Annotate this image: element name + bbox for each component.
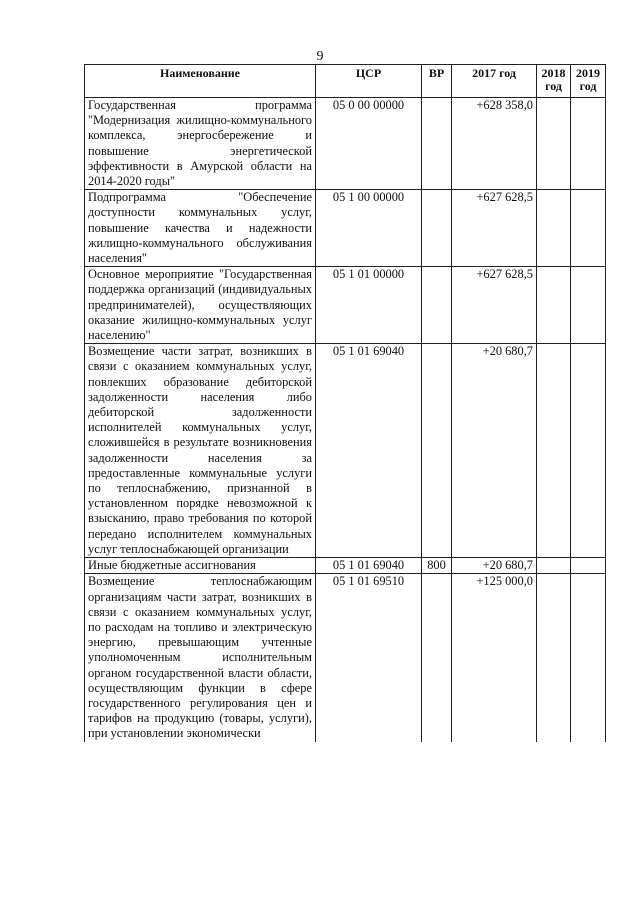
row-vr bbox=[422, 344, 452, 558]
table-header-row bbox=[85, 65, 606, 98]
row-vr bbox=[422, 574, 452, 742]
row-vr bbox=[422, 98, 452, 190]
budget-table bbox=[84, 64, 606, 742]
row-2017: +20 680,7 bbox=[452, 558, 537, 574]
row-name: Государственная программа "Модернизация жилищно-коммунального комплекса, энергосбережение и повышение энергетической эффективности в Амурской области на 2014-2020 годы" bbox=[85, 98, 316, 190]
row-2019 bbox=[571, 558, 606, 574]
row-vr: 800 bbox=[422, 558, 452, 574]
table-row bbox=[85, 558, 606, 574]
row-vr bbox=[422, 267, 452, 344]
row-2019 bbox=[571, 344, 606, 558]
table-row bbox=[85, 574, 606, 742]
row-name: Возмещение теплоснабжающим организациям части затрат, возникших в связи с оказанием коммунальных услуг, по расходам на топливо и электрическую энергию, превышающим учтенные уполномоченным исполнительным органом государственной власти области, осуществляющим функции в сфере государственного регулирования цен и тарифов на продукцию (товары, услуги), при установлении экономически bbox=[85, 574, 316, 742]
header-2018: 2018 год bbox=[537, 65, 571, 98]
row-2017: +125 000,0 bbox=[452, 574, 537, 742]
row-2018 bbox=[537, 98, 571, 190]
row-name: Иные бюджетные ассигнования bbox=[85, 558, 316, 574]
header-2019: 2019 год bbox=[571, 65, 606, 98]
row-2017: +627 628,5 bbox=[452, 190, 537, 267]
table-row bbox=[85, 98, 606, 190]
row-csr: 05 1 00 00000 bbox=[316, 190, 422, 267]
row-2018 bbox=[537, 190, 571, 267]
row-csr: 05 1 01 69040 bbox=[316, 344, 422, 558]
row-2018 bbox=[537, 574, 571, 742]
row-name: Подпрограмма "Обеспечение доступности коммунальных услуг, повышение качества и надежности жилищно-коммунального обслуживания населения" bbox=[85, 190, 316, 267]
row-2017: +20 680,7 bbox=[452, 344, 537, 558]
header-csr: ЦСР bbox=[316, 65, 422, 98]
header-2017: 2017 год bbox=[452, 65, 537, 98]
row-csr: 05 0 00 00000 bbox=[316, 98, 422, 190]
row-2019 bbox=[571, 574, 606, 742]
table-row bbox=[85, 190, 606, 267]
row-2017: +628 358,0 bbox=[452, 98, 537, 190]
row-2018 bbox=[537, 267, 571, 344]
row-2019 bbox=[571, 98, 606, 190]
row-name: Основное мероприятие "Государственная поддержка организаций (индивидуальных предпринимателей), осуществляющих оказание жилищно-коммунальных услуг населению" bbox=[85, 267, 316, 344]
row-vr bbox=[422, 190, 452, 267]
header-vr: ВР bbox=[422, 65, 452, 98]
page-number: 9 bbox=[316, 49, 324, 64]
row-csr: 05 1 01 69040 bbox=[316, 558, 422, 574]
row-csr: 05 1 01 69510 bbox=[316, 574, 422, 742]
row-name: Возмещение части затрат, возникших в связи с оказанием коммунальных услуг, повлекших образование дебиторской задолженности населения либо дебиторской задолженности исполнителей коммунальных услуг, сложившейся в результате возникновения задолженности населения за предоставленные коммунальные услуги по теплоснабжению, признанной в установленном порядке невозможной к взысканию, право требования по которой передано исполнителем коммунальных услуг теплоснабжающей организации bbox=[85, 344, 316, 558]
table-row bbox=[85, 267, 606, 344]
row-2018 bbox=[537, 558, 571, 574]
row-2019 bbox=[571, 190, 606, 267]
row-csr: 05 1 01 00000 bbox=[316, 267, 422, 344]
header-name: Наименование bbox=[85, 65, 316, 98]
row-2018 bbox=[537, 344, 571, 558]
row-2017: +627 628,5 bbox=[452, 267, 537, 344]
row-2019 bbox=[571, 267, 606, 344]
table-row bbox=[85, 344, 606, 558]
